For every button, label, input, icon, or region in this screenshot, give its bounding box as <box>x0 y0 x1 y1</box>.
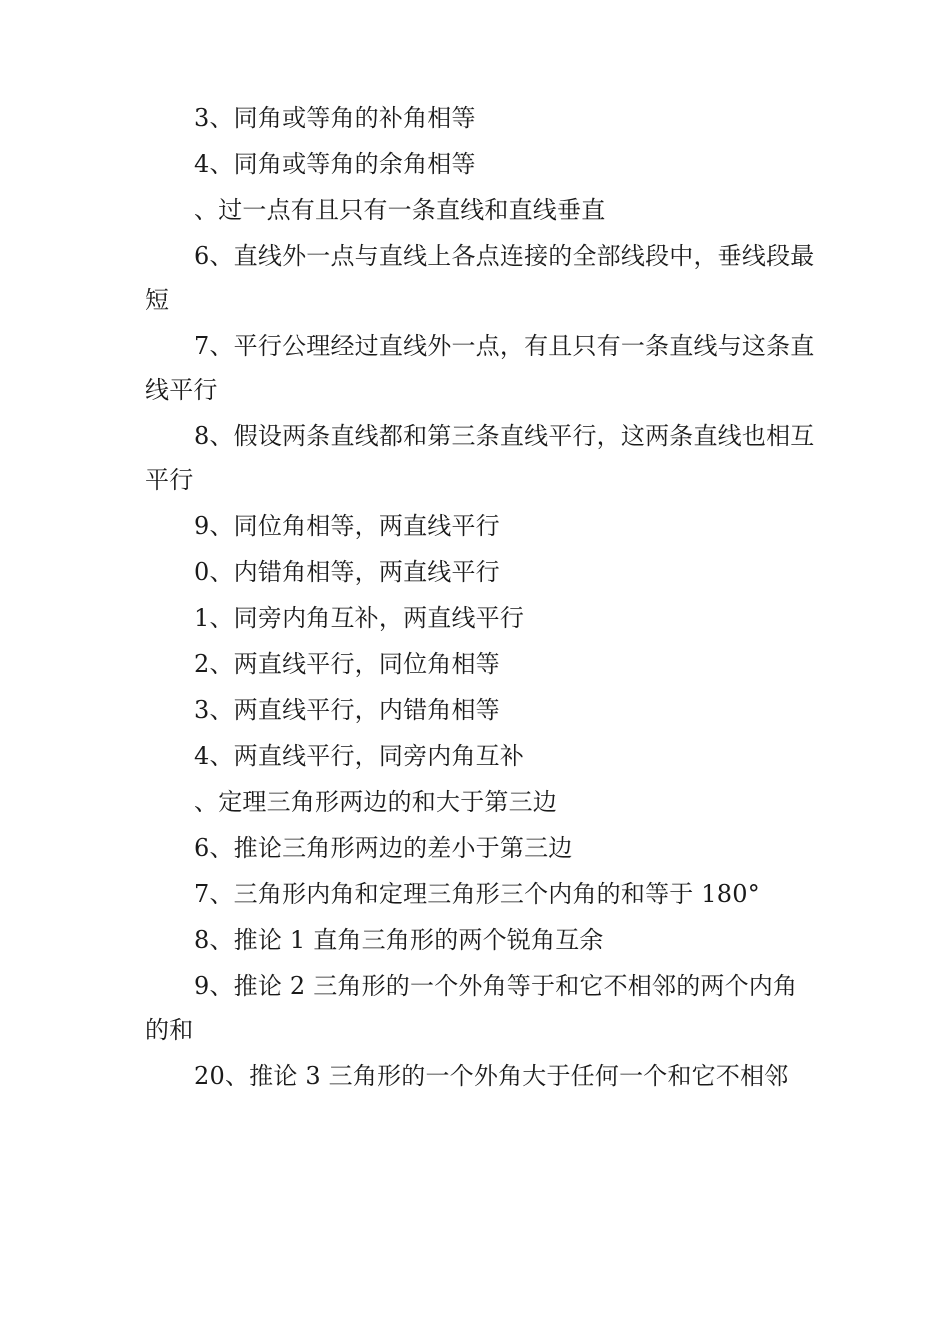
paragraph: 7、平行公理经过直线外一点，有且只有一条直线与这条直线平行 <box>145 332 815 404</box>
paragraph: 3、同角或等角的补角相等 <box>194 104 476 132</box>
paragraph: 9、同位角相等，两直线平行 <box>194 512 500 540</box>
paragraph: 、过一点有且只有一条直线和直线垂直 <box>194 196 606 224</box>
paragraph: 6、直线外一点与直线上各点连接的全部线段中，垂线段最短 <box>145 242 815 314</box>
paragraph: 4、两直线平行，同旁内角互补 <box>194 742 525 770</box>
paragraph: 0、内错角相等，两直线平行 <box>194 558 500 586</box>
paragraph: 7、三角形内角和定理三角形三个内角的和等于 180° <box>194 880 760 908</box>
paragraph: 、定理三角形两边的和大于第三边 <box>194 788 557 816</box>
paragraph: 9、推论 2 三角形的一个外角等于和它不相邻的两个内角的和 <box>145 972 798 1044</box>
paragraph: 3、两直线平行，内错角相等 <box>194 696 500 724</box>
paragraph: 2、两直线平行，同位角相等 <box>194 650 500 678</box>
paragraph: 8、推论 1 直角三角形的两个锐角互余 <box>194 926 604 954</box>
document-body <box>145 96 815 1100</box>
paragraph: 8、假设两条直线都和第三条直线平行，这两条直线也相互平行 <box>145 422 815 494</box>
paragraph: 20、推论 3 三角形的一个外角大于任何一个和它不相邻 <box>194 1062 789 1090</box>
paragraph: 6、推论三角形两边的差小于第三边 <box>194 834 573 862</box>
paragraph: 1、同旁内角互补，两直线平行 <box>194 604 525 632</box>
paragraph: 4、同角或等角的余角相等 <box>194 150 476 178</box>
